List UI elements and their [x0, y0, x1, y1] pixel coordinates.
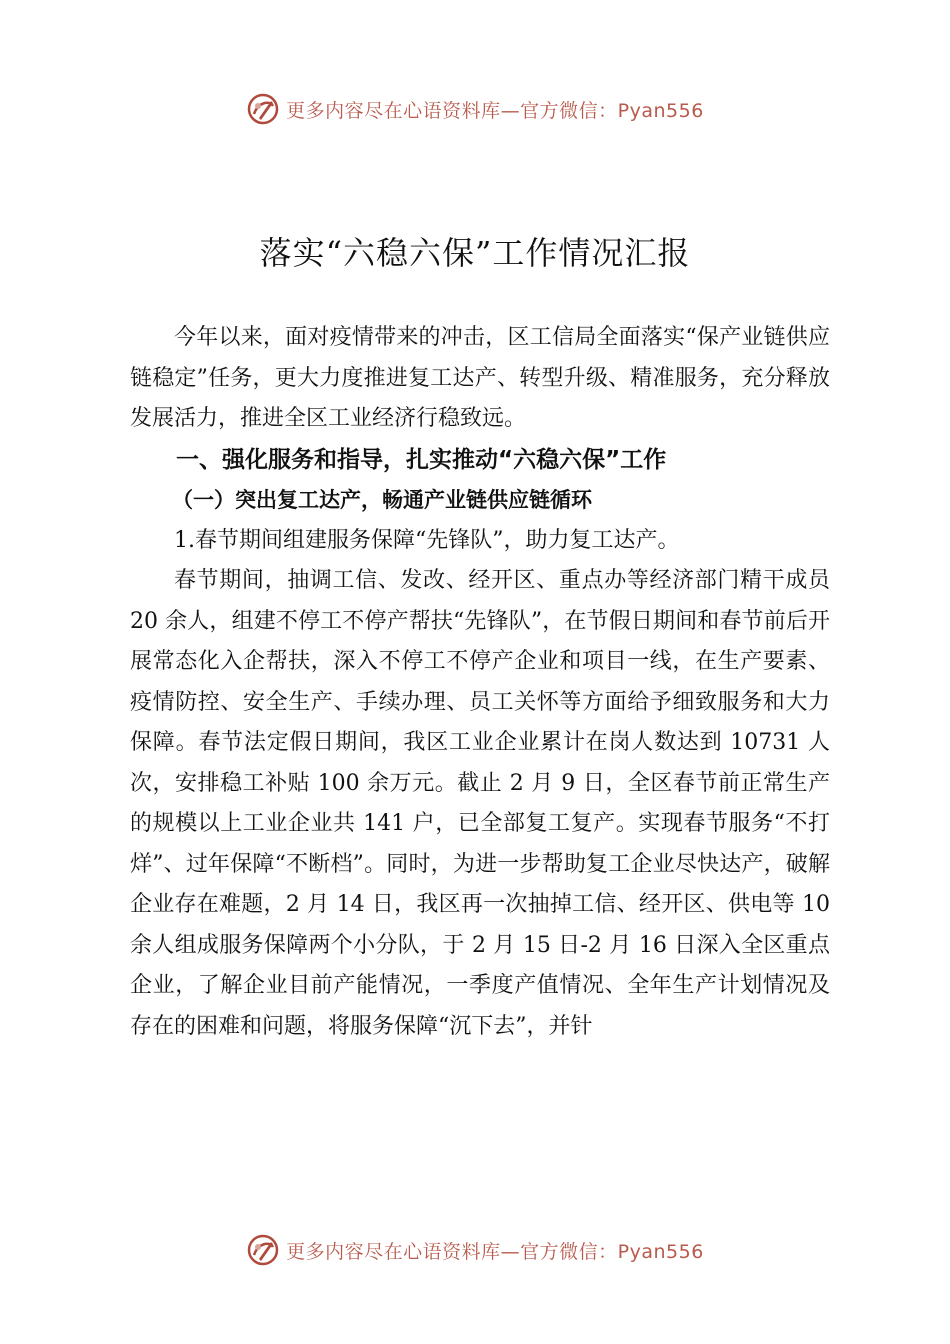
pen-swirl-logo-icon [246, 1233, 280, 1267]
item-heading-1: 1.春节期间组建服务保障“先锋队”，助力复工达产。 [174, 527, 680, 553]
document-body [130, 318, 830, 1047]
document-title: 落实“六稳六保”工作情况汇报 [259, 234, 691, 272]
pen-swirl-logo-icon [246, 92, 280, 126]
subsection-heading-1: （一）突出复工达产，畅通产业链供应链循环 [172, 487, 592, 512]
watermark-text-top: 更多内容尽在心语资料库—官方微信：Pyan556 [286, 99, 704, 122]
intro-paragraph: 今年以来，面对疫情带来的冲击，区工信局全面落实“保产业链供应链稳定”任务，更大力度推进复工达产、转型升级、精准服务，充分释放发展活力，推进全区工业经济行稳致远。 [130, 325, 830, 431]
body-paragraph: 春节期间，抽调工信、发改、经开区、重点办等经济部门精干成员 20 余人，组建不停工不停产帮扶“先锋队”，在节假日期间和春节前后开展常态化入企帮扶，深入不停工不停产企业和项目一线，在生产要素、疫情防控、安全生产、手续办理、员工关怀等方面给予细致服务和大力保障。春节法定假日期间，我区工业企业累计在岗人数达到 10731 人次，安排稳工补贴 100 余万元。截止 2 月 9 日，全区春节前正常生产的规模以上工业企业共 141 户，已全部复工复产。实现春节服务“不打烊”、过年保障“不断档”。同时，为进一步帮助复工企业尽快达产，破解企业存在难题，2 月 14 日，我区再一次抽掉工信、经开区、供电等 10 余人组成服务保障两个小分队，于 2 月 15 日-2 月 16 日深入全区重点企业，了解企业目前产能情况，一季度产值情况、全年生产计划情况及存在的困难和问题，将服务保障“沉下去”，并针 [130, 568, 830, 1039]
watermark-banner-top [0, 92, 950, 126]
section-heading-1: 一、强化服务和指导，扎实推动“六稳六保”工作 [176, 446, 667, 473]
watermark-banner-bottom [0, 1233, 950, 1267]
watermark-text-bottom: 更多内容尽在心语资料库—官方微信：Pyan556 [286, 1240, 704, 1263]
